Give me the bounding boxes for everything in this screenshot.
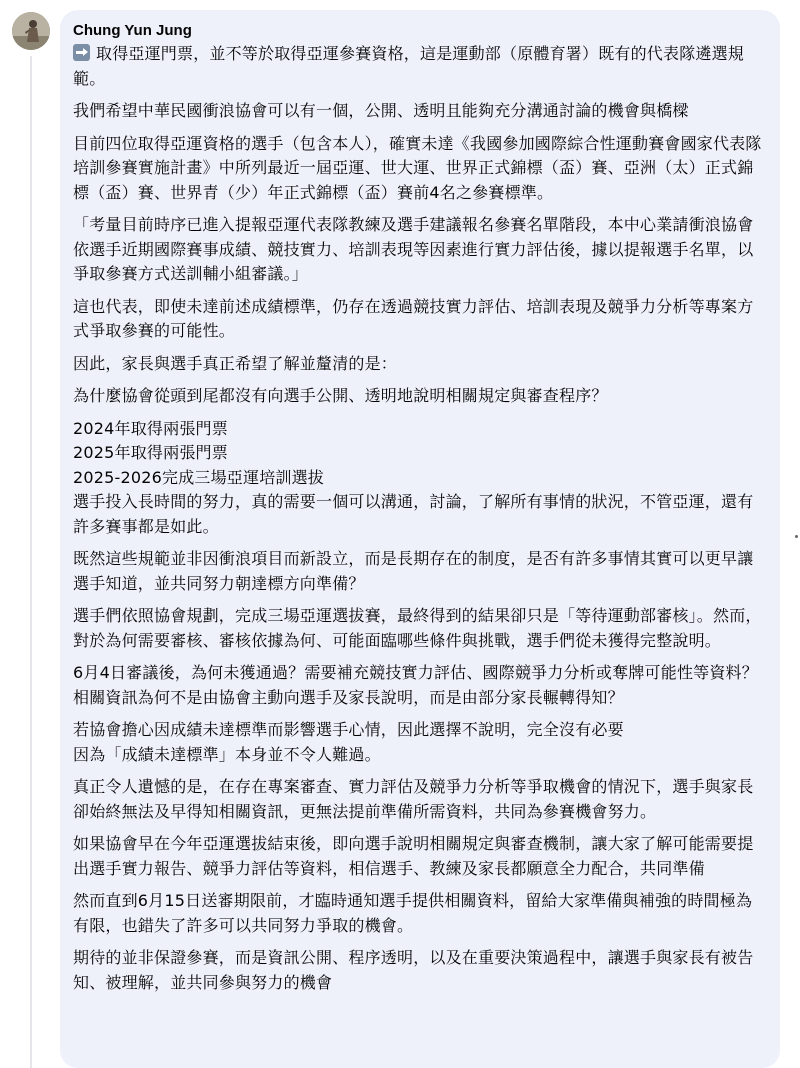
- concern-line: 若協會擔心因成績未達標準而影響選手心情，因此選擇不說明，完全沒有必要: [73, 720, 624, 739]
- paragraph: 6月4日審議後，為何未獲通過？需要補充競技實力評估、國際競爭力分析或奪牌可能性等資料？相關資訊為何不是由協會主動向選手及家長說明，而是由部分家長輾轉得知？: [73, 663, 758, 707]
- more-options-dot: [795, 535, 798, 538]
- paragraph: 選手們依照協會規劃，完成三場亞運選拔賽，最終得到的結果卻只是「等待運動部審核」。然而，對於為何需要審核、審核依據為何、可能面臨哪些條件與挑戰，選手們從未獲得完整說明。: [73, 606, 762, 650]
- timeline-line: 2025年取得兩張門票: [73, 443, 228, 462]
- avatar[interactable]: [12, 12, 50, 50]
- question-paragraph: 為什麼協會從頭到尾都沒有向選手公開、透明地說明相關規定與審查程序？: [73, 386, 608, 405]
- right-arrow-emoji-icon: [73, 44, 90, 61]
- paragraph: 然而直到6月15日送審期限前，才臨時通知選手提供相關資料，留給大家準備與補強的時間極為有限，也錯失了許多可以共同努力爭取的機會。: [73, 891, 753, 935]
- paragraph: 目前四位取得亞運資格的選手（包含本人），確實未達《我國參加國際綜合性運動賽會國家代表隊培訓參賽實施計畫》中所列最近一屆亞運、世大運、世界正式錦標（盃）賽、亞洲（太）正式錦標（盃）賽、世界青（少）年正式錦標（盃）賽前4名之參賽標準。: [73, 133, 762, 202]
- intro-text: 取得亞運門票，並不等於取得亞運參賽資格，這是運動部（原體育署）既有的代表隊遴選規範。: [73, 44, 745, 88]
- avatar-photo-icon: [12, 12, 50, 50]
- thread-line: [30, 56, 32, 1068]
- comment-actions-row-cut-off: [76, 1062, 356, 1068]
- concern-line: 因為「成績未達標準」本身並不令人難過。: [73, 744, 381, 764]
- paragraph: 這也代表，即使未達前述成績標準，仍存在透過競技實力評估、培訓表現及競爭力分析等專案方式爭取參賽的可能性。: [73, 296, 754, 340]
- closing-paragraph: 期待的並非保證參賽，而是資訊公開、程序透明，以及在重要決策過程中，讓選手與家長有被告知、被理解，並共同參與努力的機會: [73, 948, 754, 992]
- comment-bubble: [60, 10, 780, 1068]
- author-name[interactable]: Chung Yun Jung: [73, 22, 192, 39]
- timeline-line: 2024年取得兩張門票: [73, 418, 228, 438]
- timeline-line: 2025-2026完成三場亞運培訓選拔: [73, 467, 325, 487]
- quoted-paragraph: 「考量目前時序已進入提報亞運代表隊教練及選手建議報名參賽名單階段，本中心業請衝浪協會依選手近期國際賽事成績、競技實力、培訓表現等因素進行實力評估後，據以提報選手名單，以爭取參賽方式送訓輔小組審議。」: [73, 215, 754, 283]
- paragraph: 因此，家長與選手真正希望了解並釐清的是：: [73, 353, 398, 373]
- comment-body: [73, 42, 764, 995]
- intro-paragraph: [73, 42, 764, 91]
- paragraph: 既然這些規範並非因衝浪項目而新設立，而是長期存在的制度，是否有許多事情其實可以更早讓選手知道，並共同努力朝達標方向準備？: [73, 549, 754, 593]
- paragraph: 選手投入長時間的努力，真的需要一個可以溝通，討論，了解所有事情的狀況，不管亞運，還有許多賽事都是如此。: [73, 492, 754, 536]
- paragraph: 真正令人遺憾的是，在存在專案審查、實力評估及競爭力分析等爭取機會的情況下，選手與家長卻始終無法及早得知相關資訊，更無法提前準備所需資料，共同為參賽機會努力。: [73, 777, 754, 821]
- paragraph: 我們希望中華民國衝浪協會可以有一個，公開、透明且能夠充分溝通討論的機會與橋樑: [73, 101, 689, 120]
- paragraph: 如果協會早在今年亞運選拔結束後，即向選手說明相關規定與審查機制，讓大家了解可能需要提出選手實力報告、競爭力評估等資料，相信選手、教練及家長都願意全力配合，共同準備: [73, 834, 754, 878]
